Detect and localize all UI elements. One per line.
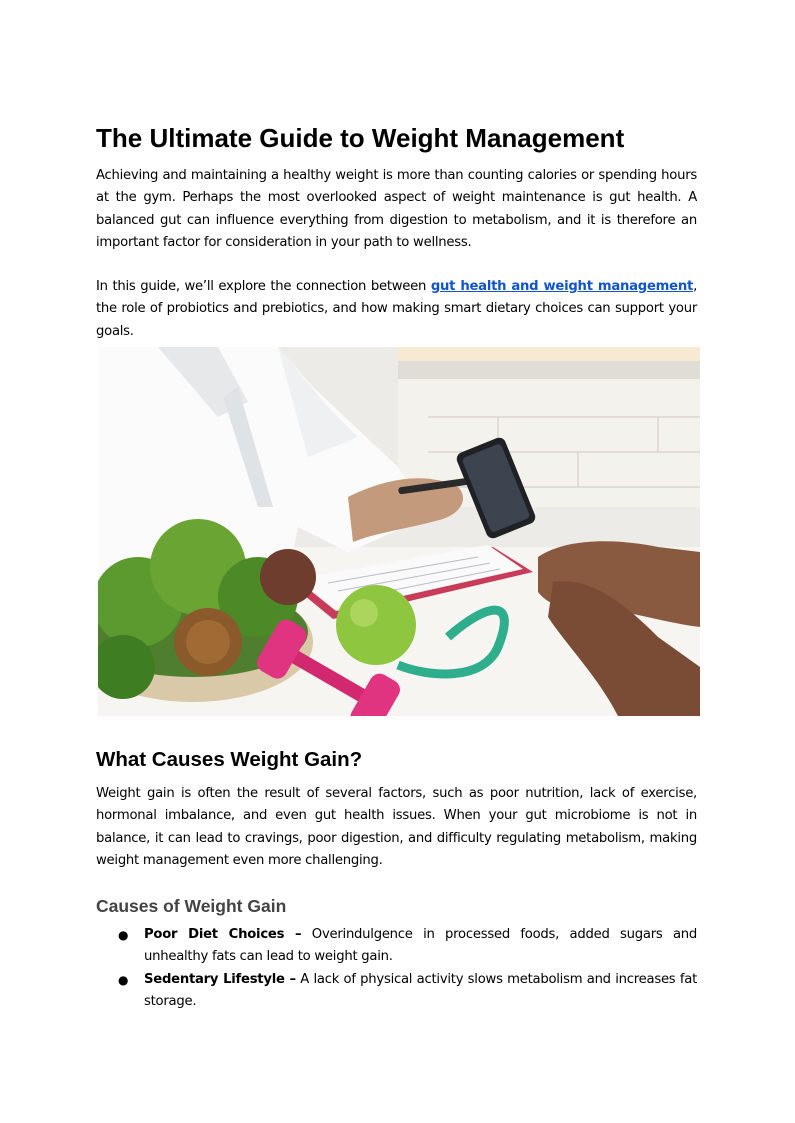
list-item xyxy=(96,924,697,969)
list-item-text: Overindulgence in processed foods, added sugars and unhealthy fats can lead to weight gain. xyxy=(144,927,698,965)
nutritionist-consultation-image xyxy=(98,347,700,716)
nutritionist-consultation-photo xyxy=(98,347,700,716)
bullet-icon: ● xyxy=(118,972,129,987)
section-heading-weight-gain: What Causes Weight Gain? xyxy=(96,748,363,771)
list-item xyxy=(96,969,697,1014)
causes-list xyxy=(96,924,697,1014)
list-item-label: Poor Diet Choices – xyxy=(144,927,302,942)
intro-text-before-link: In this guide, we’ll explore the connection between xyxy=(96,279,431,294)
gut-health-link[interactable]: gut health and weight management xyxy=(430,279,694,294)
causes-subheading: Causes of Weight Gain xyxy=(96,896,287,916)
list-item-label: Sedentary Lifestyle – xyxy=(144,971,296,987)
intro-paragraph: Achieving and maintaining a healthy weight is more than counting calories or spending hours at the gym. Perhaps the most overlooked aspect of weight maintenance is gut health. A balanced gut can influence everything from digestion to metabolism, and it is therefore an important factor for consideration in your path to wellness. xyxy=(96,168,697,251)
page-title: The Ultimate Guide to Weight Management xyxy=(96,123,625,153)
weight-gain-paragraph: Weight gain is often the result of several factors, such as poor nutrition, lack of exercise, hormonal imbalance, and even gut health issues. When your gut microbiome is not in balance, it can lead to cravings, poor digestion, and difficulty regulating metabolism, making weight management even more challenging. xyxy=(96,786,697,869)
intro-text-after-link: , the role of probiotics and prebiotics, and how making smart dietary choices can support your goals. xyxy=(96,279,698,339)
bullet-icon: ● xyxy=(118,928,129,942)
list-item-text: A lack of physical activity slows metabolism and increases fat storage. xyxy=(144,971,697,1010)
intro-paragraph-2 xyxy=(96,276,697,343)
